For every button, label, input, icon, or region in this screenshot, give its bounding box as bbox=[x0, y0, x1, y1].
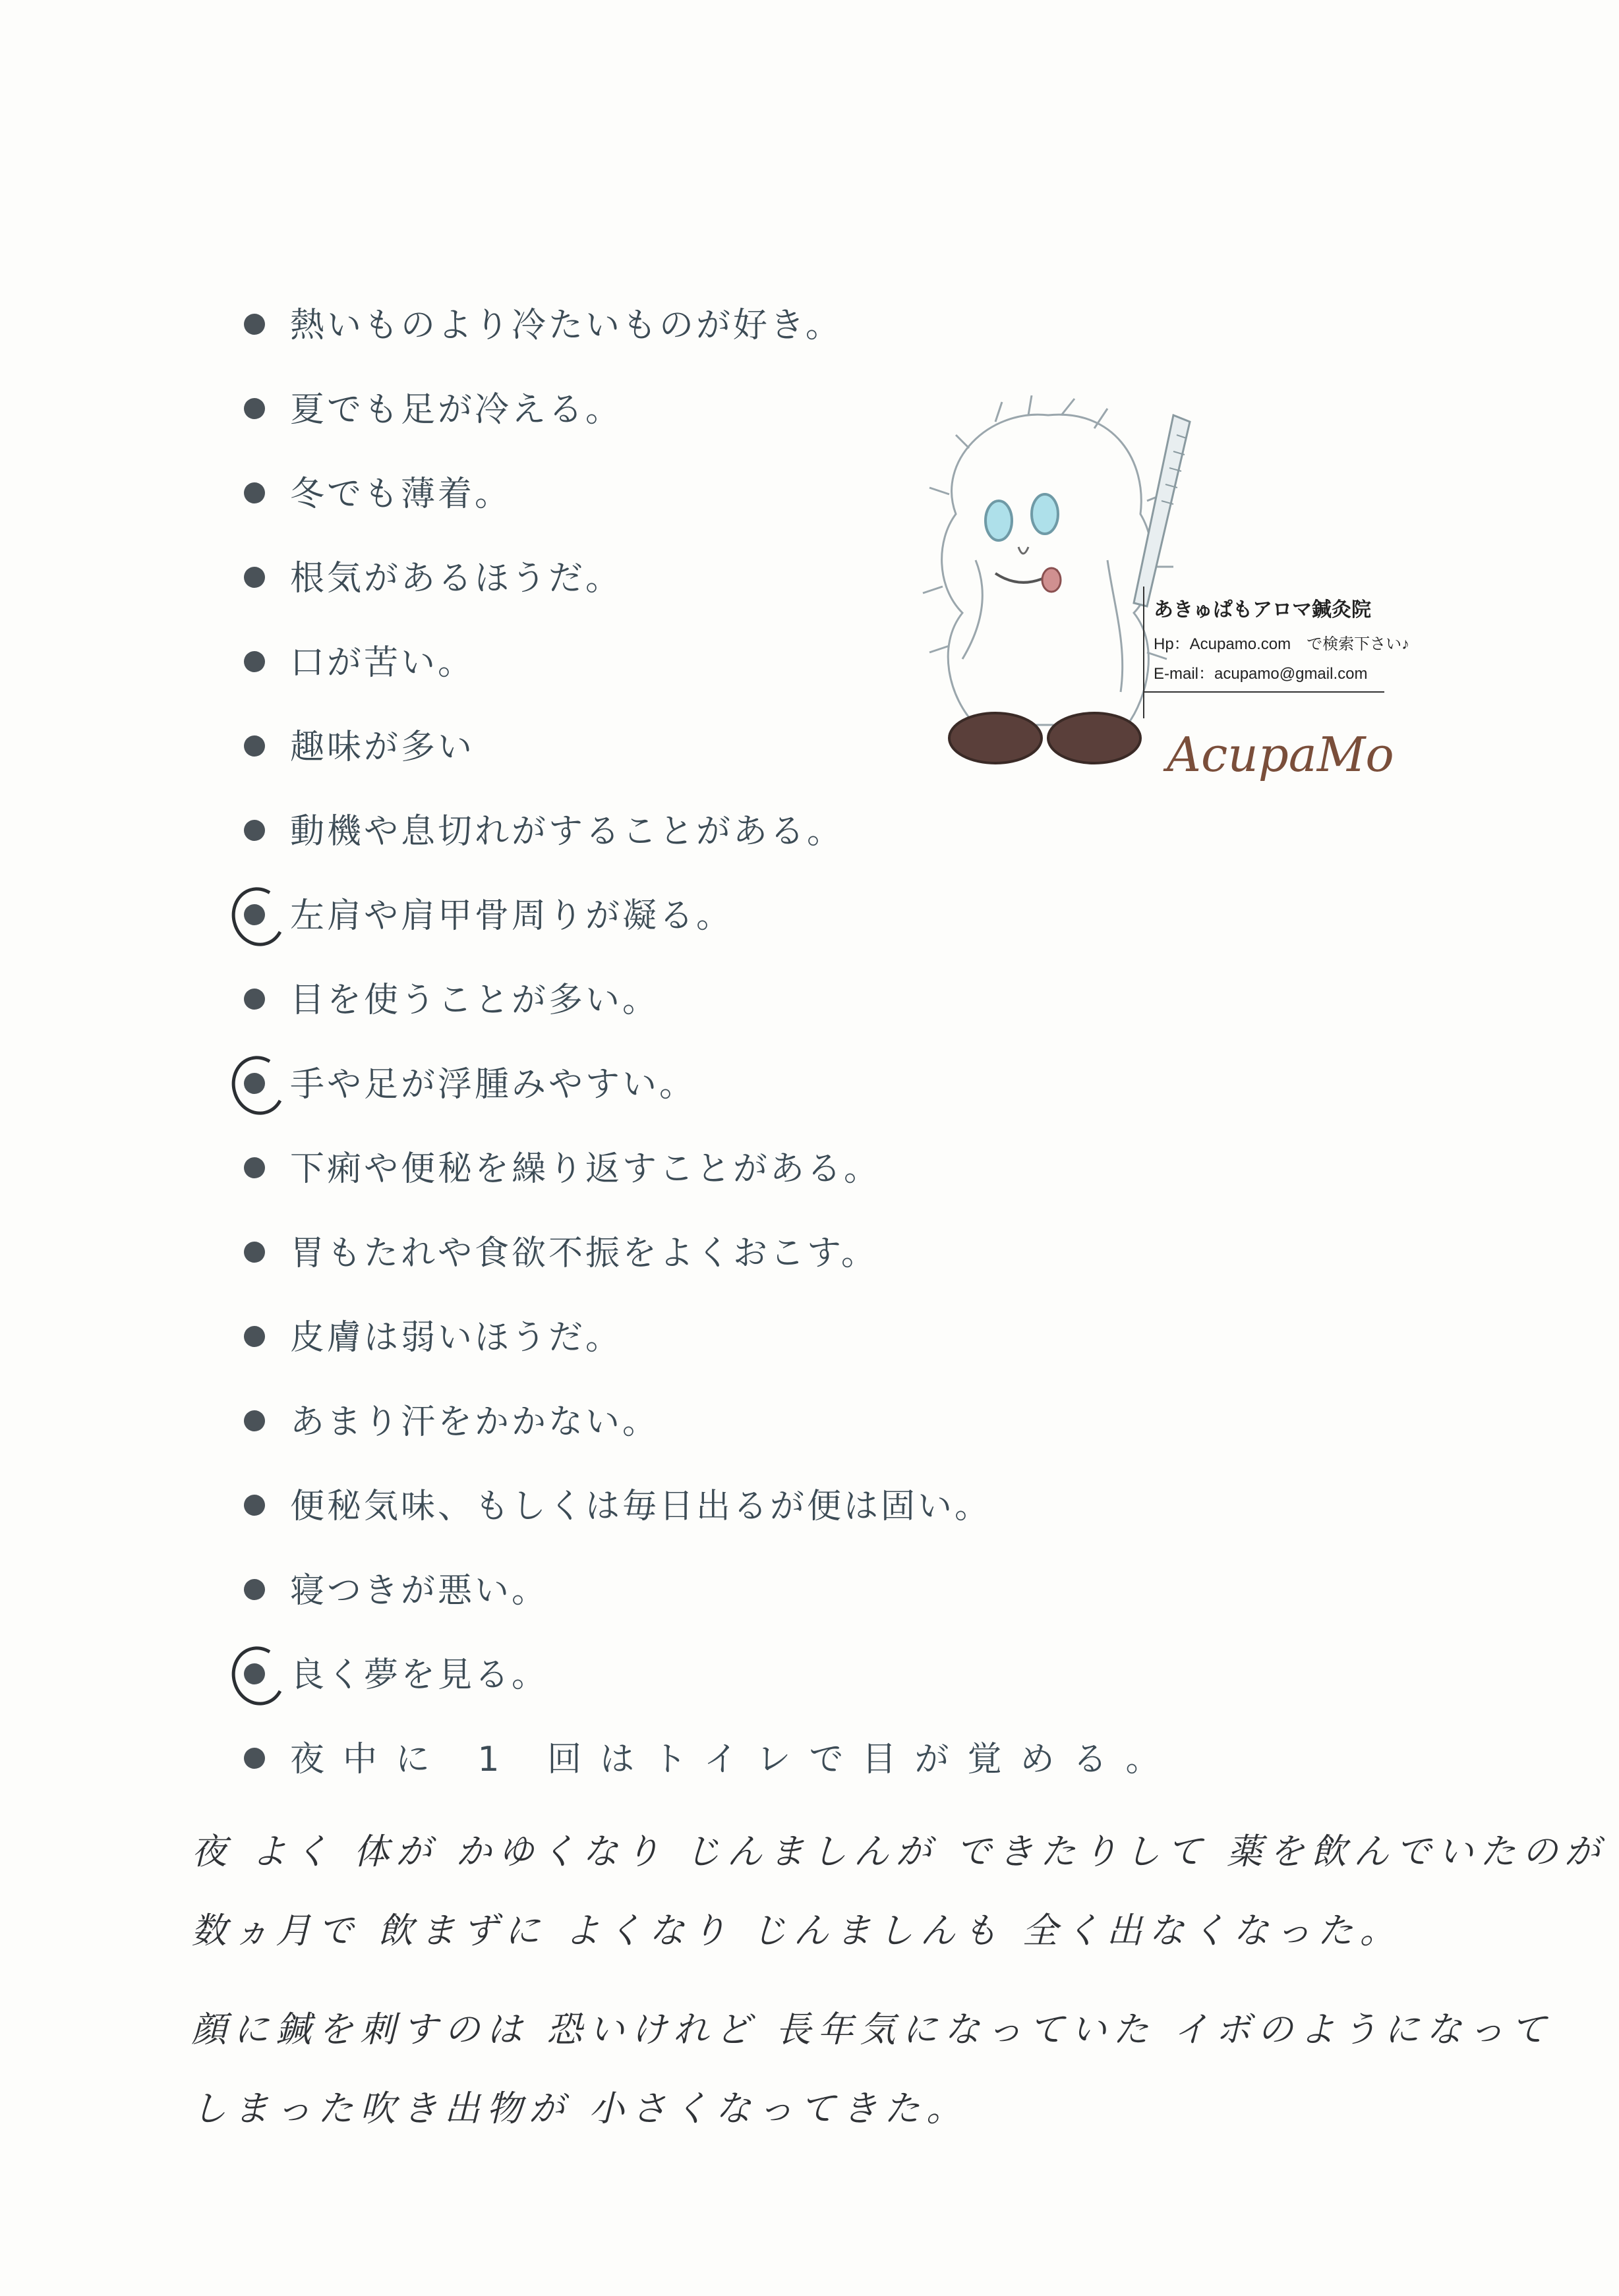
stamp-homepage: Hp：Acupamo.com で検索下さい♪ bbox=[1154, 635, 1410, 653]
bullet-icon bbox=[244, 1242, 265, 1263]
handwritten-line-2: 数ヵ月で 飲まずに よくなり じんましんも 全く出なくなった。 bbox=[191, 1910, 1402, 1951]
checklist-item-text: 良く夢を見る。 bbox=[290, 1655, 549, 1695]
checklist-item bbox=[237, 297, 1226, 356]
mascot-illustration bbox=[923, 395, 1173, 725]
stamp-clinic-name: あきゅぱもアロマ鍼灸院 bbox=[1154, 599, 1371, 621]
checklist-item bbox=[237, 1224, 1226, 1284]
handwritten-circle-mark-icon bbox=[225, 1640, 292, 1711]
checklist-item-text: 皮膚は弱いほうだ。 bbox=[290, 1318, 623, 1358]
checklist-item bbox=[237, 887, 1226, 946]
checklist-item-text: 冬でも薄着。 bbox=[290, 474, 512, 514]
checklist-item bbox=[237, 1393, 1226, 1452]
mascot-stamp bbox=[897, 395, 1411, 824]
bullet-icon bbox=[244, 820, 265, 841]
handwritten-line-1: 夜 よく 体が かゆくなり じんましんが できたりして 薬を飲んでいたのが bbox=[191, 1831, 1606, 1872]
checklist-item bbox=[237, 1646, 1226, 1706]
checklist-item bbox=[237, 971, 1226, 1031]
handwritten-circle-mark-icon bbox=[225, 1050, 292, 1121]
checklist-item bbox=[237, 1056, 1226, 1115]
mascot-eye-left bbox=[986, 501, 1012, 540]
checklist-item-text: 動機や息切れがすることがある。 bbox=[290, 812, 844, 851]
bullet-icon bbox=[244, 1410, 265, 1431]
bullet-icon bbox=[244, 651, 265, 672]
bullet-icon bbox=[244, 314, 265, 335]
mascot-eye-right bbox=[1032, 494, 1058, 534]
needle-illustration bbox=[1134, 415, 1190, 606]
bullet-icon bbox=[244, 1748, 265, 1769]
checklist-item bbox=[237, 1309, 1226, 1368]
checklist-item-text: 左肩や肩甲骨周りが凝る。 bbox=[290, 896, 734, 936]
checklist-item-text: 便秘気味、もしくは毎日出るが便は固い。 bbox=[290, 1487, 992, 1526]
bullet-icon bbox=[244, 1326, 265, 1347]
checklist-item-text: 趣味が多い bbox=[290, 728, 475, 767]
checklist-item-text: 夜中に 1 回はトイレで目が覚める。 bbox=[290, 1740, 1179, 1779]
bullet-icon bbox=[244, 482, 265, 503]
mascot-foot-left bbox=[949, 713, 1042, 763]
checklist-item-text: 下痢や便秘を繰り返すことがある。 bbox=[290, 1149, 881, 1189]
checklist-item bbox=[237, 1478, 1226, 1537]
bullet-icon bbox=[244, 398, 265, 419]
checklist-item-text: あまり汗をかかない。 bbox=[290, 1402, 660, 1442]
checklist-item bbox=[237, 1140, 1226, 1199]
handwritten-line-3: 顔に鍼を刺すのは 恐いけれど 長年気になっていた イボのようになって bbox=[191, 2009, 1553, 2050]
stamp-logo: AcupaMo bbox=[1167, 727, 1394, 782]
handwritten-line-4: しまった吹き出物が 小さくなってきた。 bbox=[191, 2088, 969, 2129]
stamp-email: E-mail：acupamo@gmail.com bbox=[1154, 665, 1368, 683]
checklist-item-text: 夏でも足が冷える。 bbox=[290, 390, 623, 430]
checklist-item-text: 胃もたれや食欲不振をよくおこす。 bbox=[290, 1234, 878, 1273]
bullet-icon bbox=[244, 567, 265, 588]
checklist-item-text: 手や足が浮腫みやすい。 bbox=[290, 1065, 697, 1105]
handwritten-circle-mark-icon bbox=[225, 881, 292, 952]
mascot-foot-right bbox=[1048, 713, 1140, 763]
checklist-item-text: 口が苦い。 bbox=[290, 643, 475, 683]
checklist-item-text: 熱いものより冷たいものが好き。 bbox=[290, 306, 842, 345]
bullet-icon bbox=[244, 735, 265, 757]
bullet-icon bbox=[244, 989, 265, 1010]
bullet-icon bbox=[244, 1495, 265, 1516]
checklist-item-text: 根気があるほうだ。 bbox=[290, 559, 623, 598]
checklist-item bbox=[237, 1562, 1226, 1621]
bullet-icon bbox=[244, 1579, 265, 1600]
checklist-item bbox=[237, 1731, 1226, 1790]
checklist-item-text: 寝つきが悪い。 bbox=[290, 1571, 549, 1611]
checklist-item-text: 目を使うことが多い。 bbox=[290, 981, 660, 1020]
bullet-icon bbox=[244, 1157, 265, 1178]
